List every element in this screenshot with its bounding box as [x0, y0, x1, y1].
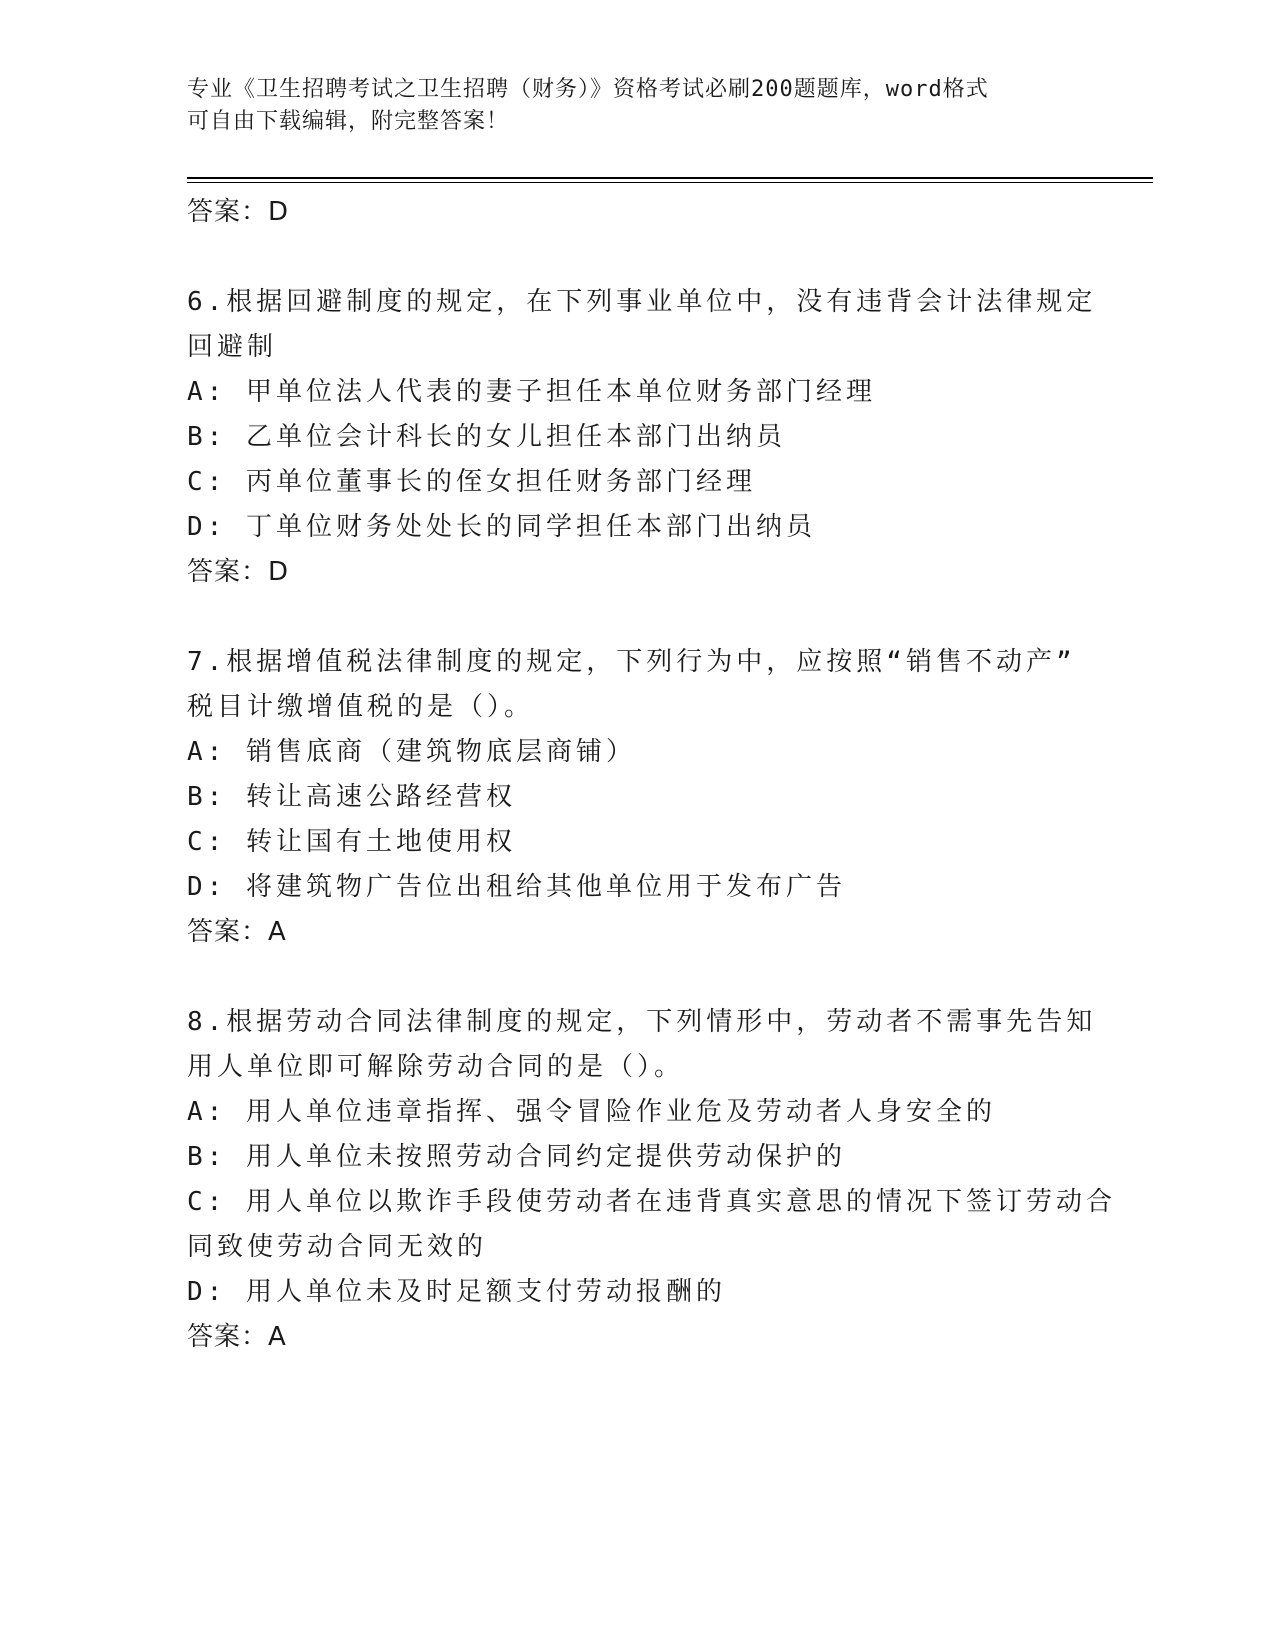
option-b: B: 乙单位会计科长的女儿担任本部门出纳员 — [187, 422, 786, 452]
option-d: D: 丁单位财务处处长的同学担任本部门出纳员 — [187, 512, 816, 542]
option-b: B: 用人单位未按照劳动合同约定提供劳动保护的 — [187, 1142, 846, 1172]
question-stem: 8.根据劳动合同法律制度的规定，下列情形中，劳动者不需事先告知 — [187, 1007, 1097, 1037]
option-c-cont: 同致使劳动合同无效的 — [187, 1232, 488, 1262]
option-a: A: 用人单位违章指挥、强令冒险作业危及劳动者人身安全的 — [187, 1097, 996, 1127]
option-b: B: 转让高速公路经营权 — [187, 782, 516, 812]
answer: 答案：A — [187, 1322, 287, 1352]
question-6 — [187, 280, 1097, 595]
question-stem: 6.根据回避制度的规定，在下列事业单位中，没有违背会计法律规定 — [187, 287, 1097, 317]
question-7 — [187, 640, 1087, 955]
question-stem-cont: 税目计缴增值税的是（）。 — [187, 692, 535, 722]
option-d: D: 用人单位未及时足额支付劳动报酬的 — [187, 1277, 726, 1307]
question-8 — [187, 1000, 1116, 1360]
option-c: C: 丙单位董事长的侄女担任财务部门经理 — [187, 467, 756, 497]
option-d: D: 将建筑物广告位出租给其他单位用于发布广告 — [187, 872, 846, 902]
option-c: C: 转让国有土地使用权 — [187, 827, 516, 857]
page-header — [187, 74, 1067, 138]
question-stem-cont: 回避制 — [187, 332, 278, 362]
option-a: A: 甲单位法人代表的妻子担任本单位财务部门经理 — [187, 377, 876, 407]
previous-answer: 答案：D — [187, 197, 290, 227]
spacer — [187, 235, 1087, 280]
option-c: C: 用人单位以欺诈手段使劳动者在违背真实意思的情况下签订劳动合 — [187, 1187, 1116, 1217]
header-rule-thick — [187, 177, 1153, 179]
spacer — [187, 955, 1087, 1000]
header-line-1: 专业《卫生招聘考试之卫生招聘（财务）》资格考试必刷200题题库，word格式 — [187, 77, 989, 102]
header-rule-thin — [187, 182, 1153, 183]
option-a: A: 销售底商（建筑物底层商铺） — [187, 737, 636, 767]
question-stem-cont: 用人单位即可解除劳动合同的是（）。 — [187, 1052, 685, 1082]
answer: 答案：A — [187, 917, 287, 947]
question-list — [187, 190, 1116, 1360]
header-line-2: 可自由下载编辑，附完整答案！ — [187, 109, 510, 134]
question-stem: 7.根据增值税法律制度的规定，下列行为中，应按照“销售不动产” — [187, 647, 1076, 677]
spacer — [187, 595, 1087, 640]
answer: 答案：D — [187, 557, 290, 587]
